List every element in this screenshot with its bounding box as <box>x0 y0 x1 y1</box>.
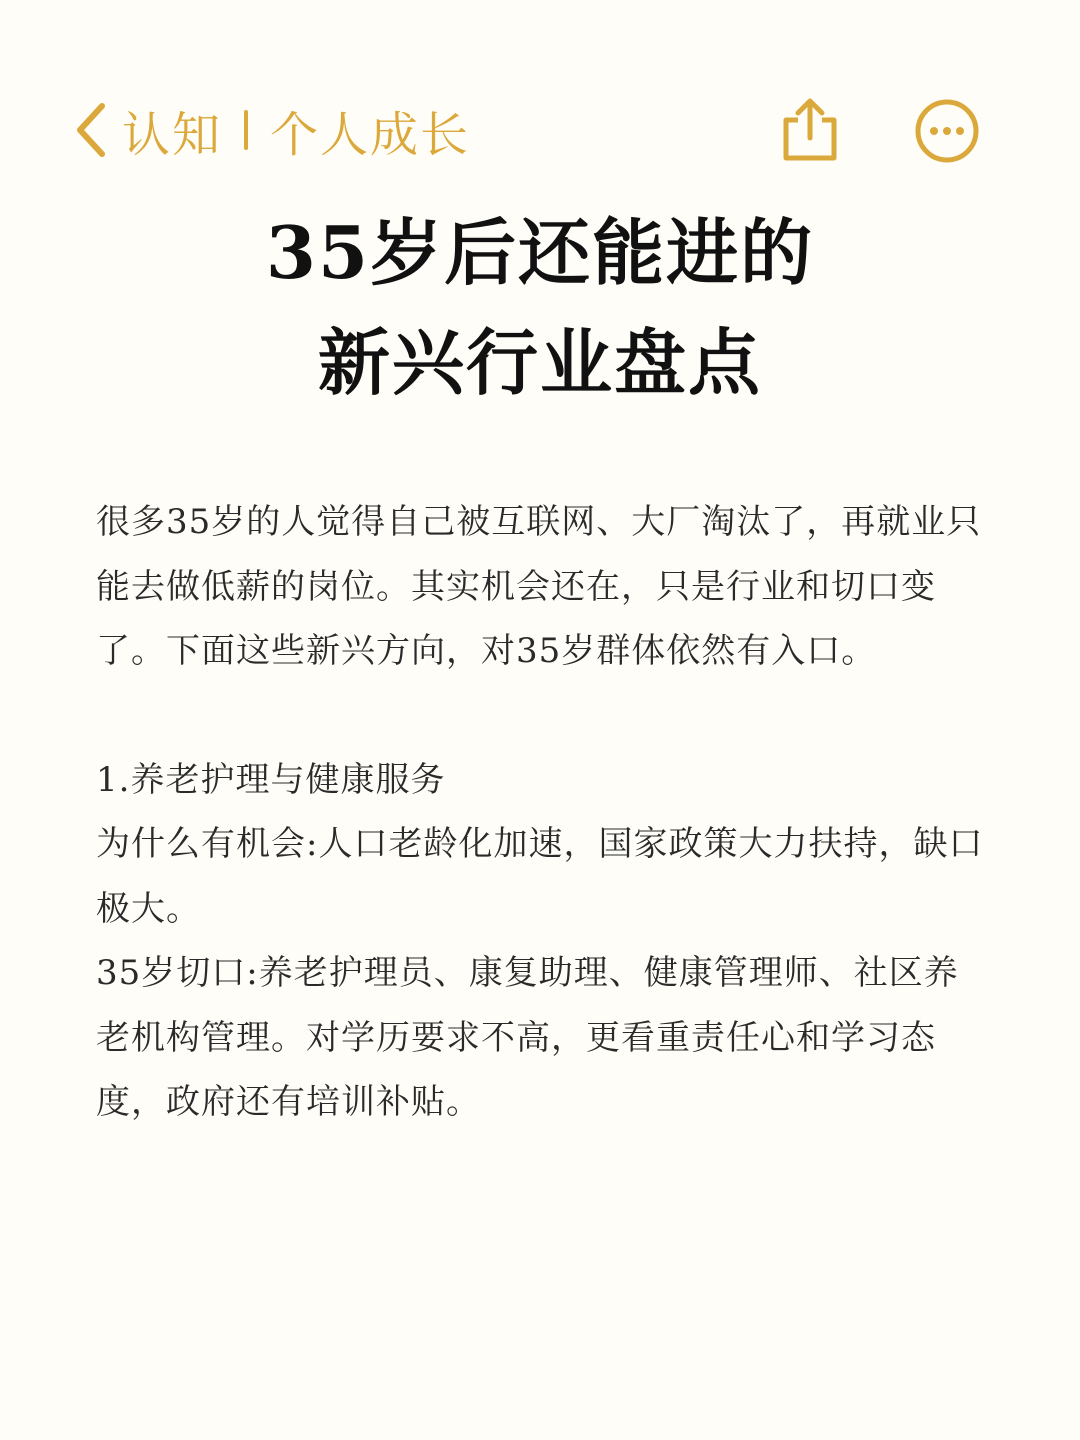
top-navigation-bar <box>0 88 1080 172</box>
intro-paragraph: 很多35岁的人觉得自己被互联网、大厂淘汰了，再就业只能去做低薪的岗位。其实机会还在，只是行业和切口变了。下面这些新兴方向，对35岁群体依然有入口。 <box>96 502 982 671</box>
section-why-paragraph: 为什么有机会:人口老龄化加速，国家政策大力扶持，缺口极大。 <box>96 824 984 929</box>
section-entry-paragraph: 35岁切口:养老护理员、康复助理、健康管理师、社区养老机构管理。对学历要求不高，更看重责任心和学习态度，政府还有培训补贴。 <box>96 953 959 1122</box>
page-title <box>0 198 1080 418</box>
title-line-1: 35岁后还能进的 <box>265 210 815 295</box>
chevron-left-icon <box>72 100 112 160</box>
back-label: 认知 <box>122 106 223 163</box>
paragraph-spacer <box>96 684 986 748</box>
breadcrumb-current: 个人成长 <box>270 106 471 163</box>
share-icon[interactable] <box>780 96 840 162</box>
more-options-icon[interactable] <box>914 98 980 164</box>
article-body <box>96 490 986 1135</box>
back-button[interactable] <box>72 88 470 172</box>
title-line-2: 新兴行业盘点 <box>317 320 762 405</box>
breadcrumb-divider <box>244 110 248 150</box>
section-heading: 1.养老护理与健康服务 <box>96 759 446 800</box>
